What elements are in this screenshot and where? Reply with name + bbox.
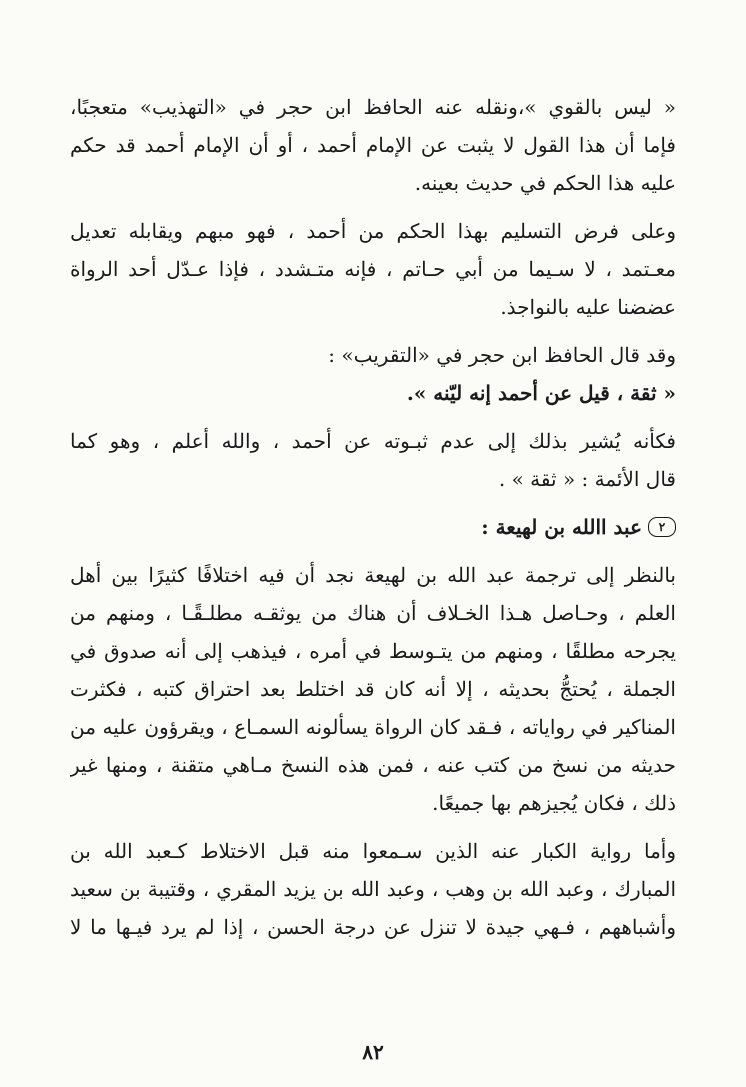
text-line: قال الأئمة : « ثقة » . — [498, 467, 676, 491]
section-heading — [70, 508, 676, 546]
section-number: ٢ — [648, 517, 676, 537]
paragraph — [70, 556, 676, 822]
text-line: عليه هذا الحكم في حديث بعينه. — [414, 171, 676, 195]
text-line: ذلك ، فكان يُجيزهم بها جميعًا. — [432, 791, 676, 815]
paragraph — [70, 832, 676, 946]
text-line: حديثه من نسخ من كتب عنه ، فمن هذه النسخ مـاهي متقنة ، ومنها غير — [70, 753, 676, 777]
paragraph — [70, 422, 676, 498]
text-line: فإما أن هذا القول لا يثبت عن الإمام أحمد ، أو أن الإمام أحمد قد حكم — [70, 133, 676, 157]
text-line: وأشباههم ، فـهي جيدة لا تنزل عن درجة الحسن ، إذا لم يرد فيـها ما لا — [70, 915, 676, 939]
text-line: يجرحه مطلقًا ، ومنهم من يتـوسط في أمره ، فيذهب إلى أنه صدوق في — [70, 639, 676, 663]
text-line: وقد قال الحافظ ابن حجر في «التقريب» : — [328, 343, 676, 367]
text-line: بالنظر إلى ترجمة عبد الله بن لهيعة نجد أن فيه اختلافًا كثيرًا بين أهل — [70, 563, 676, 587]
text-line: فكأنه يُشير بذلك إلى عدم ثبـوته عن أحمد ، والله أعلم ، وهو كما — [70, 429, 676, 453]
text-line: معـتمد ، لا سـيما من أبي حـاتم ، فإنه متـشدد ، فإذا عـدّل أحد الرواة — [70, 257, 676, 281]
section-title: عبد االله بن لهيعة : — [481, 515, 642, 539]
text-line: عضضنا عليه بالنواجذ. — [500, 295, 676, 319]
page-body — [70, 88, 676, 946]
page-number: ٨٢ — [362, 1040, 384, 1064]
paragraph — [70, 88, 676, 202]
text-line: الجملة ، يُحتجُّ بحديثه ، إلا أنه كان قد اختلط بعد احتراق كتبه ، فكثرت — [70, 677, 676, 701]
text-line: العلم ، وحـاصل هـذا الخـلاف أن هناك من يوثقـه مطلـقًـا ، ومنهم من — [70, 601, 676, 625]
text-line: « ليس بالقوي »،ونقله عنه الحافظ ابن حجر في «التهذيب» متعجبًا، — [70, 95, 676, 119]
text-line: وعلى فرض التسليم بهذا الحكم من أحمد ، فهو مبهم ويقابله تعديل — [70, 219, 676, 243]
text-line: المناكير في رواياته ، فـقد كان الرواة يسألونه السمـاع ، ويقرؤون عليه من — [70, 715, 676, 739]
text-line: وأما رواية الكبار عنه الذين سـمعوا منه قبل الاختلاط كـعبد الله بن — [70, 839, 676, 863]
paragraph — [70, 212, 676, 326]
text-line: المبارك ، وعبد الله بن وهب ، وعبد الله بن يزيد المقري ، وقتيبة بن سعيد — [70, 877, 676, 901]
quote-line: « ثقة ، قيل عن أحمد إنه ليّنه ». — [406, 381, 676, 405]
